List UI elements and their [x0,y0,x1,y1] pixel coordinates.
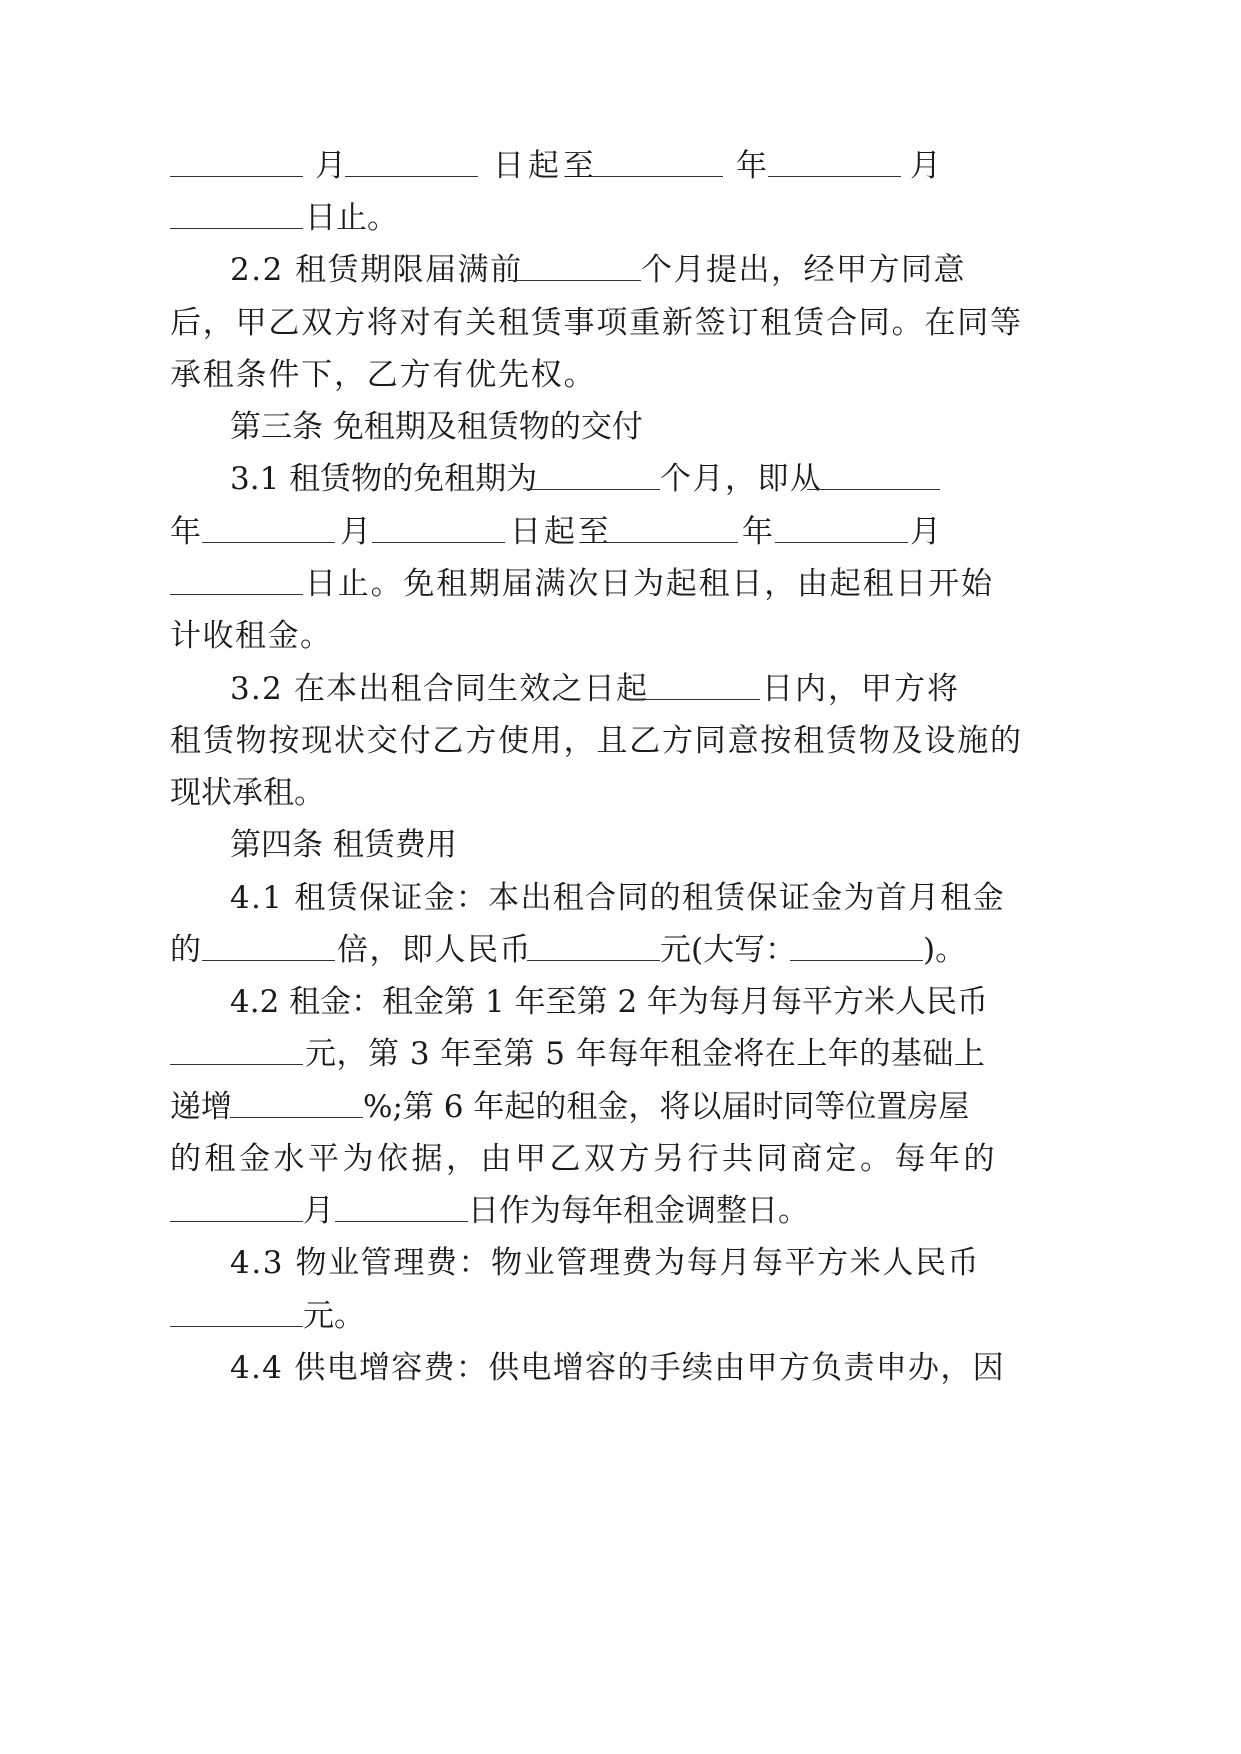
text-segment: 日作为每年租金调整日。 [468,1193,809,1229]
text-segment: 日起至 [510,514,612,550]
text-line [0,763,1241,823]
text-line [0,293,1241,353]
text-segment: 元(大写： [660,932,797,968]
text-segment: 日起至 [493,148,598,184]
fill-in-blank [508,280,641,281]
text-segment: 日止。免租期届满次日为起租日，由起租日开始 [305,566,994,602]
fill-in-blank [345,176,478,177]
fill-in-blank [170,594,303,595]
fill-in-blank [170,176,303,177]
text-segment: 的租金水平为依据，由甲乙双方另行共同商定。每年的 [170,1141,998,1177]
fill-in-blank [807,489,940,490]
fill-in-blank [170,1326,303,1327]
fill-in-blank [335,1221,468,1222]
text-segment: 月 [315,148,346,184]
text-segment: 4.2 租金：租金第 1 年至第 2 年为每月每平方米人民币 [230,984,989,1020]
text-segment: 月 [910,514,941,550]
text-line [0,1233,1241,1293]
text-line [0,1129,1241,1189]
fill-in-blank [230,1117,363,1118]
text-segment: 元，第 3 年至第 5 年每年租金将在上年的基础上 [305,1036,986,1072]
text-segment: 的 [170,932,201,968]
text-segment: 后，甲乙双方将对有关租赁事项重新签订租赁合同。在同等 [170,305,1023,341]
text-segment: %;第 6 年起的租金，将以届时同等位置房屋 [363,1089,970,1125]
fill-in-blank [170,1221,303,1222]
fill-in-blank [768,176,901,177]
fill-in-blank [372,542,505,543]
text-segment: 月 [303,1193,334,1229]
text-line [0,136,1241,196]
text-segment: 年 [736,148,767,184]
text-line [0,449,1241,509]
text-segment: 计收租金。 [170,618,333,654]
fill-in-blank [170,228,303,229]
text-line [0,188,1241,248]
text-segment: 月 [910,148,941,184]
text-line [0,1338,1241,1398]
text-segment: 倍，即人民币 [337,932,532,968]
text-line [0,1286,1241,1346]
text-segment: 日内，甲方将 [762,671,960,707]
text-line [0,240,1241,300]
fill-in-blank [605,542,738,543]
fill-in-blank [202,960,335,961]
text-line [0,502,1241,562]
text-line [0,1077,1241,1137]
text-segment: 承租条件下，乙方有优先权。 [170,357,597,393]
section-heading [0,815,1241,875]
text-segment: 个月，即从 [660,461,823,497]
text-segment: 元。 [303,1298,365,1334]
text-segment: 年 [170,514,201,550]
fill-in-blank [202,542,335,543]
text-line [0,711,1241,771]
fill-in-blank [527,489,660,490]
text-segment: )。 [923,932,967,968]
fill-in-blank [775,542,908,543]
fill-in-blank [527,960,660,961]
text-segment: 个月提出，经甲方同意 [641,252,966,288]
text-segment: 现状承租。 [170,775,325,811]
text-segment: 4.3 物业管理费：物业管理费为每月每平方米人民币 [230,1245,981,1281]
fill-in-blank [627,699,760,700]
text-segment: 3.2 在本出租合同生效之日起 [230,671,649,707]
section-heading [0,397,1241,457]
fill-in-blank [170,1064,303,1065]
text-line [0,345,1241,405]
text-segment: 日止。 [305,200,398,236]
text-segment: 月 [340,514,371,550]
text-segment: 租赁物按现状交付乙方使用，且乙方同意按租赁物及设施的 [170,723,1023,759]
text-segment: 4.1 租赁保证金：本出租合同的租赁保证金为首月租金 [230,880,1005,916]
text-segment: 第三条 免租期及租赁物的交付 [230,409,643,445]
text-line [0,920,1241,980]
fill-in-blank [590,176,723,177]
text-segment: 2.2 租赁期限届满前 [230,252,523,288]
text-segment: 年 [742,514,773,550]
text-segment: 3.1 租赁物的免租期为 [230,461,538,497]
text-line [0,972,1241,1032]
fill-in-blank [790,960,923,961]
text-line [0,868,1241,928]
text-segment: 4.4 供电增容费：供电增容的手续由甲方负责申办，因 [230,1350,1005,1386]
text-segment: 第四条 租赁费用 [230,827,457,863]
text-line [0,659,1241,719]
text-segment: 递增 [170,1089,232,1125]
text-line [0,1024,1241,1084]
text-line [0,606,1241,666]
text-line [0,1181,1241,1241]
text-line [0,554,1241,614]
